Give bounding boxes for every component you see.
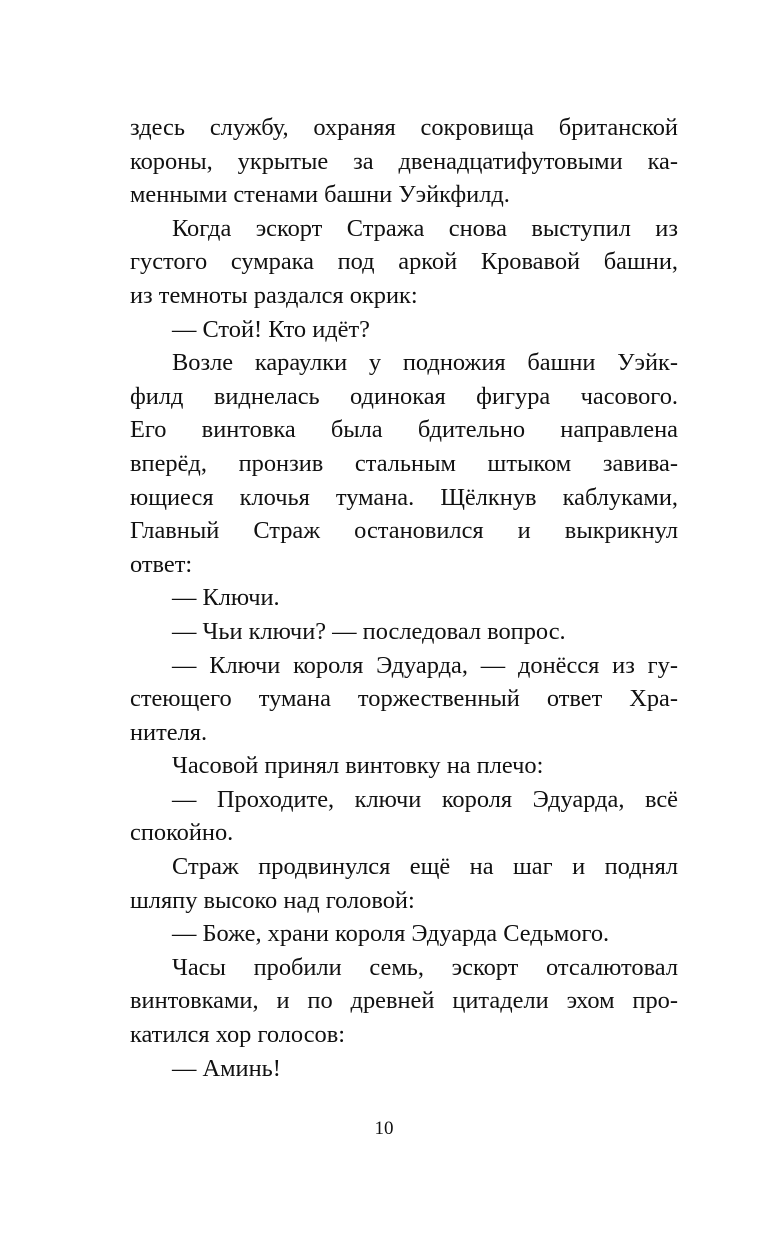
text-line: Страж продвинулся ещё на шаг и поднял <box>172 853 678 881</box>
text-line: стеющего тумана торжественный ответ Хра- <box>130 685 678 713</box>
text-line: Главный Страж остановился и выкрикнул <box>130 517 678 545</box>
text-line: Часы пробили семь, эскорт отсалютовал <box>172 953 678 981</box>
text-line: нителя. <box>130 718 208 746</box>
text-line: густого сумрака под аркой Кровавой башни, <box>130 248 678 276</box>
text-line: короны, укрытые за двенадцатифутовыми ка- <box>130 147 678 175</box>
text-line: — Аминь! <box>172 1054 281 1082</box>
page-body-text <box>130 111 678 1085</box>
text-line: — Ключи короля Эдуарда, — донёсся из гу- <box>172 651 678 679</box>
text-line: Когда эскорт Стража снова выступил из <box>172 214 678 242</box>
text-line: Часовой принял винтовку на плечо: <box>172 752 544 780</box>
text-line: — Стой! Кто идёт? <box>172 315 370 343</box>
text-line: Его винтовка была бдительно направлена <box>130 416 678 444</box>
text-line: катился хор голосов: <box>130 1021 346 1049</box>
text-line: — Чьи ключи? — последовал вопрос. <box>172 617 566 645</box>
text-line: Возле караулки у подножия башни Уэйк- <box>172 349 678 377</box>
text-line: ющиеся клочья тумана. Щёлкнув каблуками, <box>130 483 678 511</box>
text-line: ответ: <box>130 550 193 578</box>
text-line: — Ключи. <box>172 584 280 612</box>
text-line: из темноты раздался окрик: <box>130 281 418 309</box>
text-line: — Проходите, ключи короля Эдуарда, всё <box>172 785 678 813</box>
text-line: менными стенами башни Уэйкфилд. <box>130 181 510 209</box>
text-line: винтовками, и по древней цитадели эхом про- <box>130 987 678 1015</box>
text-line: здесь службу, охраняя сокровища британской <box>130 114 678 141</box>
text-line: — Боже, храни короля Эдуарда Седьмого. <box>172 920 610 948</box>
text-line: спокойно. <box>130 819 234 847</box>
text-line: шляпу высоко над головой: <box>130 886 415 914</box>
text-line: филд виднелась одинокая фигура часового. <box>130 382 678 410</box>
text-line: вперёд, пронзив стальным штыком завива- <box>130 449 678 477</box>
page-number: 10 <box>374 1118 394 1139</box>
